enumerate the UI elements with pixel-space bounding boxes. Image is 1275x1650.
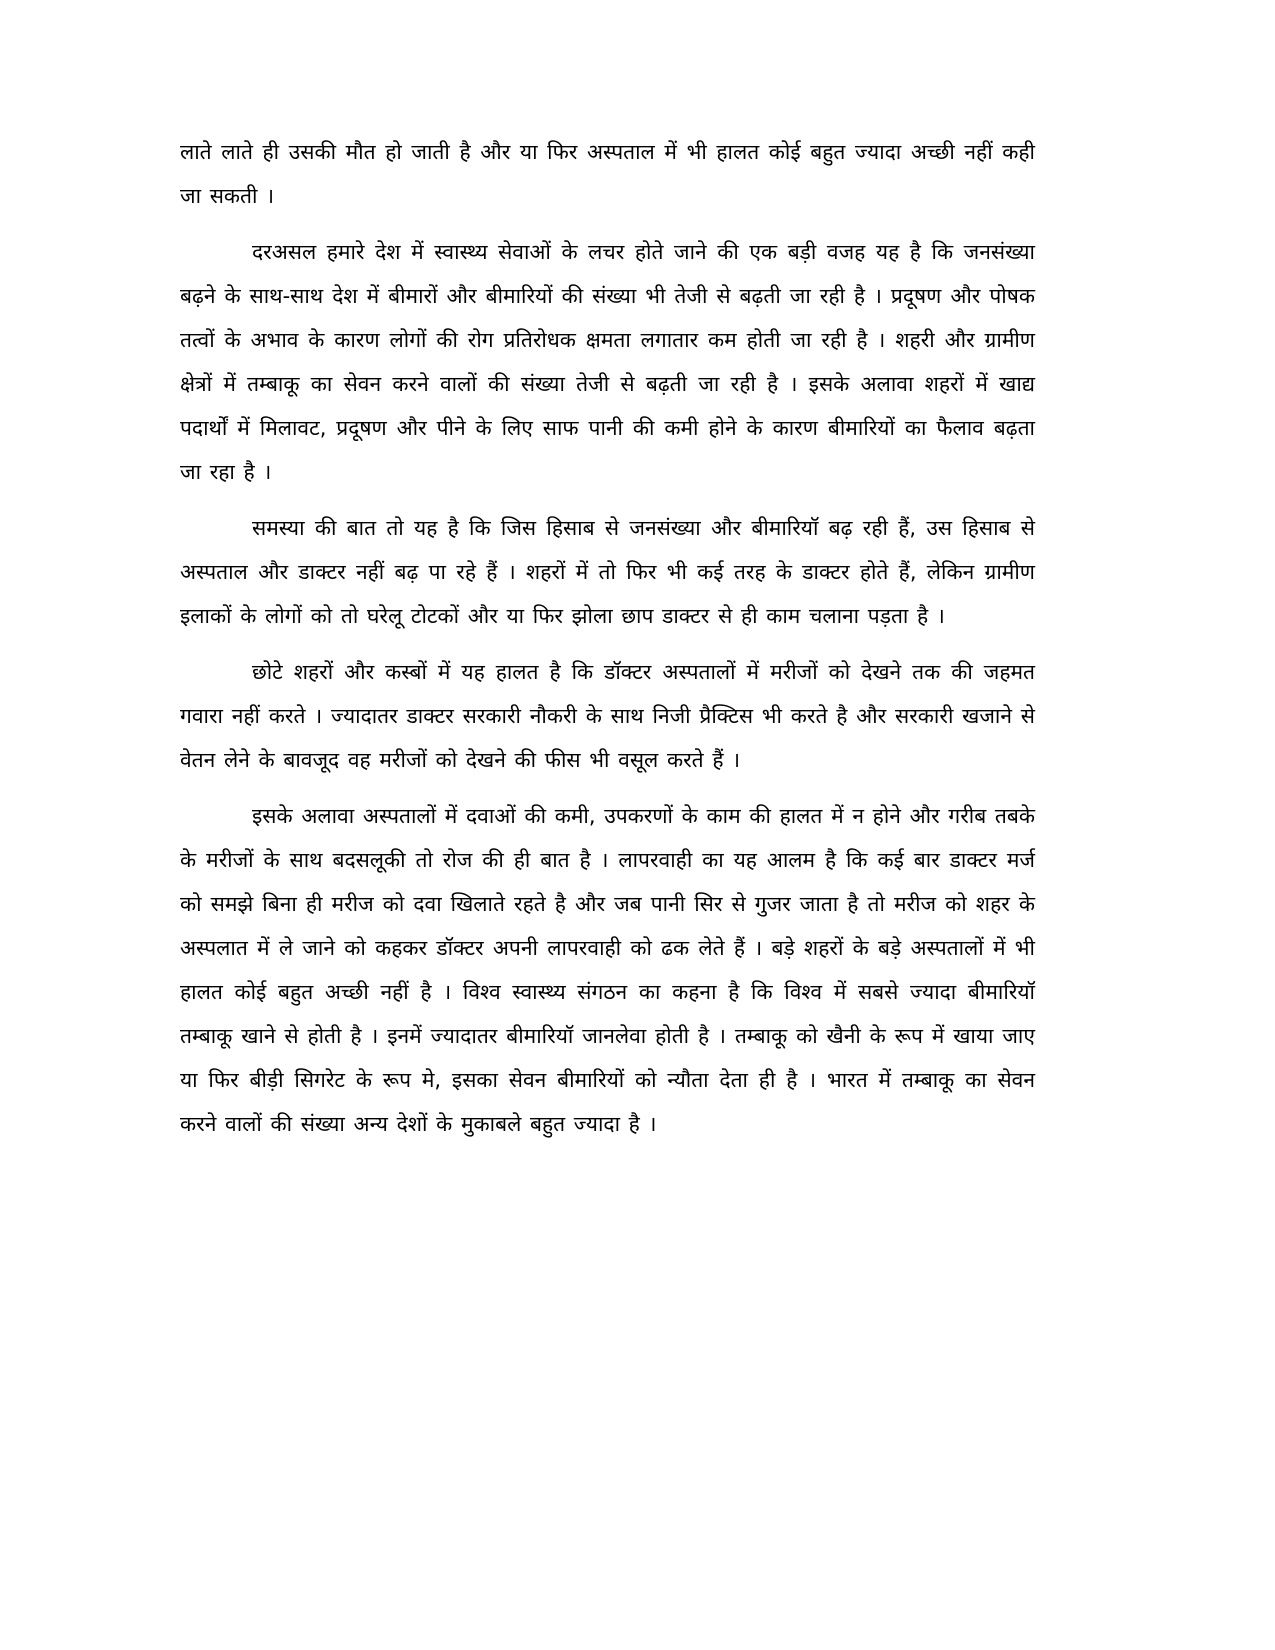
paragraph-small-towns: छोटे शहरों और कस्बों में यह हालत है कि डॉक्टर अस्पतालों में मरीजों को देखने तक की जहमत गवारा नहीं करते । ज्यादातर डाक्टर सरकारी नौकरी के साथ निजी प्रैक्टिस भी करते है और सरकारी खजाने से वेतन लेने के बावजूद वह मरीजों को देखने की फीस भी वसूल करते हैं । <box>180 660 1035 772</box>
document-page <box>180 130 1035 1158</box>
paragraph-problem: समस्या की बात तो यह है कि जिस हिसाब से जनसंख्या और बीमारियॉ बढ़ रही हैं, उस हिसाब से अस्पताल और डाक्टर नहीं बढ़ पा रहे हैं । शहरों में तो फिर भी कई तरह के डाक्टर होते हैं, लेकिन ग्रामीण इलाकों के लोगों को तो घरेलू टोटकों और या फिर झोला छाप डाक्टर से ही काम चलाना पड़ता है । <box>180 516 1035 628</box>
paragraph-continuation: लाते लाते ही उसकी मौत हो जाती है और या फिर अस्पताल में भी हालत कोई बहुत ज्यादा अच्छी नहीं कही जा सकती । <box>180 140 1035 208</box>
paragraph-hospitals-tobacco: इसके अलावा अस्पतालों में दवाओं की कमी, उपकरणों के काम की हालत में न होने और गरीब तबके के मरीजों के साथ बदसलूकी तो रोज की ही बात है । लापरवाही का यह आलम है कि कई बार डाक्टर मर्ज को समझे बिना ही मरीज को दवा खिलाते रहते है और जब पानी सिर से गुजर जाता है तो मरीज को शहर के अस्पलात में ले जाने को कहकर डॉक्टर अपनी लापरवाही को ढक लेते हैं । बड़े शहरों के बड़े अस्पतालों में भी हालत कोई बहुत अच्छी नहीं है । विश्व स्वास्थ्य संगठन का कहना है कि विश्व में सबसे ज्यादा बीमारियॉ तम्बाकू खाने से होती है । इनमें ज्यादातर बीमारियॉ जानलेवा होती है । तम्बाकू को खैनी के रूप में खाया जाए या फिर बीड़ी सिगरेट के रूप मे, इसका सेवन बीमारियों को न्यौता देता ही है । भारत में तम्बाकू का सेवन करने वालों की संख्या अन्य देशों के मुकाबले बहुत ज्यादा है । <box>180 804 1035 1136</box>
paragraph-health-services: दरअसल हमारे देश में स्वास्थ्य सेवाओं के लचर होते जाने की एक बड़ी वजह यह है कि जनसंख्या बढ़ने के साथ-साथ देश में बीमारों और बीमारियों की संख्या भी तेजी से बढ़ती जा रही है । प्रदूषण और पोषक तत्वों के अभाव के कारण लोगों की रोग प्रतिरोधक क्षमता लगातार कम होती जा रही है । शहरी और ग्रामीण क्षेत्रों में तम्बाकू का सेवन करने वालों की संख्या तेजी से बढ़ती जा रही है । इसके अलावा शहरों में खाद्य पदार्थों में मिलावट, प्रदूषण और पीने के लिए साफ पानी की कमी होने के कारण बीमारियों का फैलाव बढ़ता जा रहा है । <box>180 240 1035 484</box>
